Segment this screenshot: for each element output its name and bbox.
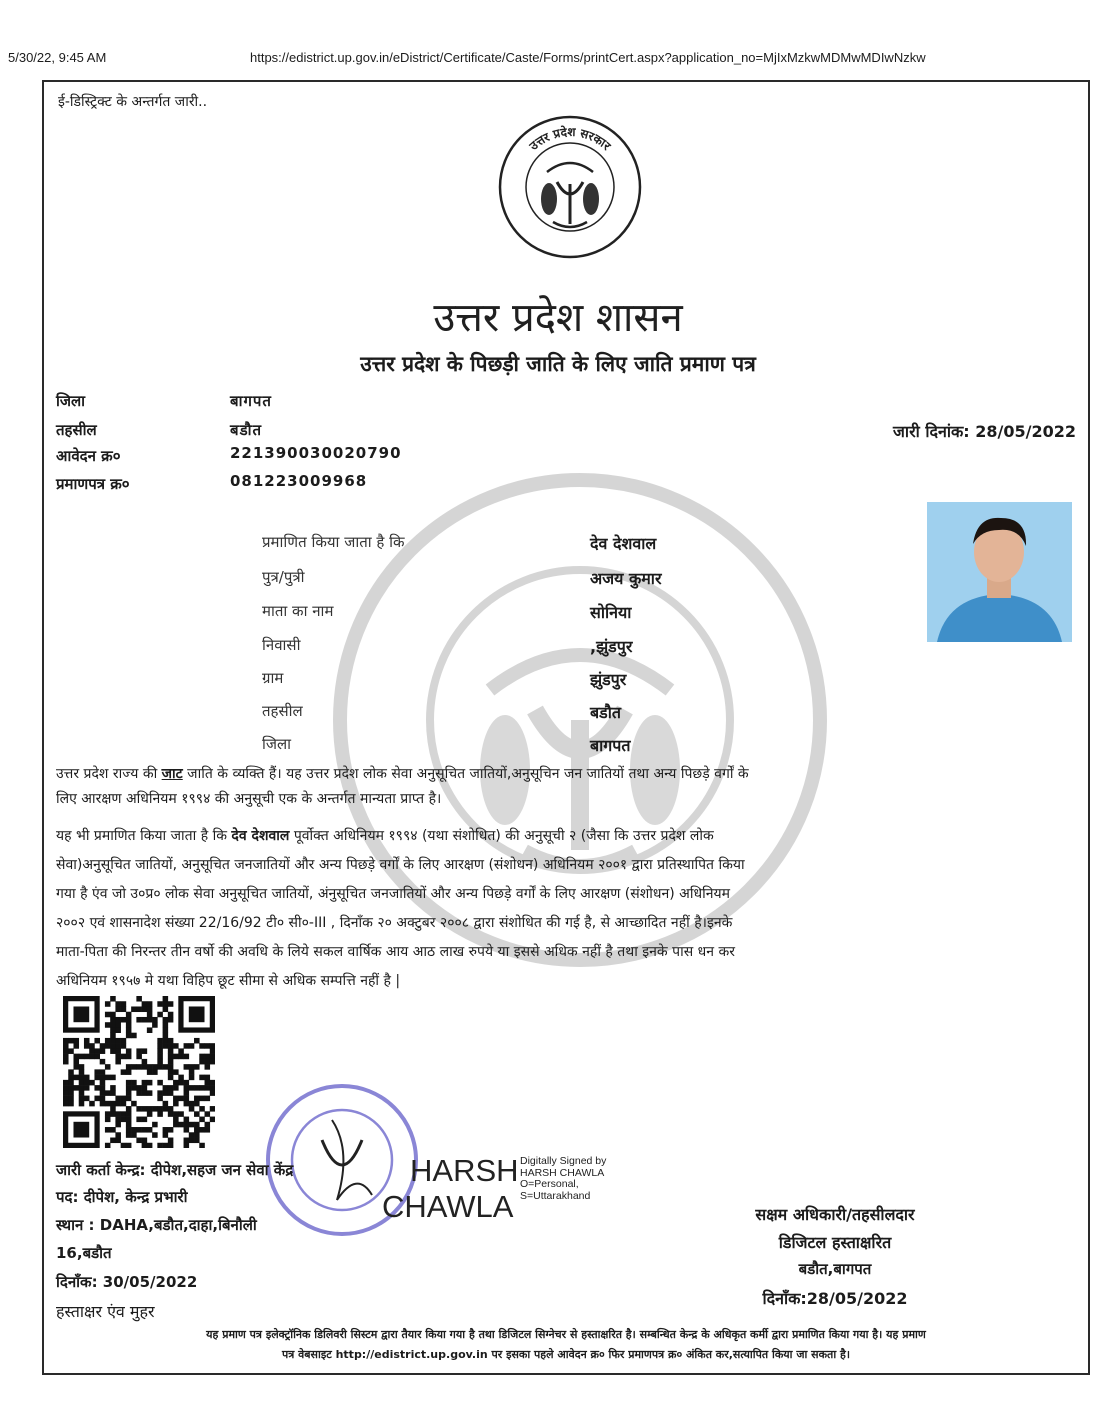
- field-value-village: झुंडपुर: [590, 670, 627, 689]
- field-label-village: ग्राम: [262, 669, 284, 687]
- footer-note: [50, 1325, 1082, 1365]
- issuer-post: पद: दीपेश, केन्द्र प्रभारी: [56, 1188, 188, 1206]
- field-label-mother: माता का नाम: [262, 602, 334, 620]
- person-photo-icon: [927, 502, 1072, 642]
- district-label: जिला: [56, 392, 86, 410]
- issuer-place: स्थान : DAHA,बडौत,दाहा,बिनौली: [56, 1216, 257, 1234]
- para2-name: देव देशवाल: [231, 828, 290, 844]
- emblem-text: उत्तर प्रदेश सरकार: [526, 124, 614, 154]
- sig-line3: O=Personal,: [520, 1178, 579, 1190]
- field-label-parent: पुत्र/पुत्री: [262, 568, 305, 586]
- certificate-number: 081223009968: [230, 472, 368, 490]
- field-label-resident: निवासी: [262, 636, 301, 654]
- sig-line1: Digitally Signed by: [520, 1155, 607, 1167]
- page-url[interactable]: https://edistrict.up.gov.in/eDistrict/Certificate/Caste/Forms/printCert.aspx?application_no=MjIxMzkwMDMwMDIwNzkw: [250, 50, 926, 65]
- field-label-tehsil: तहसील: [262, 702, 303, 720]
- signer-last-name: CHAWLA: [382, 1189, 514, 1224]
- issuer-date: दिनाँक: 30/05/2022: [56, 1273, 198, 1291]
- para1-prefix: उत्तर प्रदेश राज्य की: [56, 766, 162, 782]
- field-value-resident: ,झुंडपुर: [590, 637, 633, 656]
- income-paragraph: [56, 822, 1076, 996]
- up-emblem-icon: [497, 114, 643, 260]
- field-value-tehsil: बडौत: [590, 703, 621, 722]
- authority-date: दिनाँक:28/05/2022: [762, 1289, 908, 1308]
- certificate-title: उत्तर प्रदेश के पिछड़ी जाति के लिए जाति प्रमाण पत्र: [360, 352, 756, 376]
- para2-line5: माता-पिता की निरन्तर तीन वर्षो की अवधि के लिये सकल वार्षिक आय आठ लाख रुपये या इससे अधिक नहीं है तथा इनके पास धन कर: [56, 944, 735, 960]
- application-number: 221390030020790: [230, 444, 402, 462]
- field-value-mother: सोनिया: [590, 603, 632, 622]
- tehsil-label: तहसील: [56, 421, 97, 439]
- sig-line4: S=Uttarakhand: [520, 1189, 591, 1202]
- para2-line6: अधिनियम १९५७ मे यथा विहिप छूट सीमा से अधिक सम्पत्ति नहीं है |: [56, 973, 401, 989]
- digital-signature-details: [520, 1156, 606, 1202]
- para1-line1: जाति के व्यक्ति हैं। यह उत्तर प्रदेश लोक सेवा अनुसूचित जातियों,अनुसूचिन जन जातियों तथा अन्य पिछड़े वर्गों के: [182, 766, 749, 782]
- authority-title: सक्षम अधिकारी/तहसीलदार: [755, 1205, 915, 1224]
- district-value: बागपत: [230, 392, 272, 410]
- svg-text:उत्तर प्रदेश सरकार: [526, 125, 614, 154]
- para1-line2: लिए आरक्षण अधिनियम १९९४ की अनुसूची एक के अन्तर्गत मान्यता प्राप्त है।: [56, 791, 442, 807]
- caste-paragraph: [56, 762, 1076, 812]
- application-label: आवेदन क्र०: [56, 447, 121, 465]
- signature-seal-label: हस्ताक्षर एंव मुहर: [56, 1302, 155, 1321]
- field-label-district: जिला: [262, 735, 292, 753]
- issue-date-label: जारी दिनांक:: [893, 422, 970, 441]
- tehsil-value: बडौत: [230, 421, 263, 439]
- print-datetime: 5/30/22, 9:45 AM: [8, 50, 107, 65]
- signer-first-name: HARSH: [410, 1153, 519, 1188]
- para2-line1: पूर्वोक्त अधिनियम १९९४ (यथा संशोधित) की अनुसूची २ (जैसा कि उत्तर प्रदेश लोक: [289, 828, 714, 844]
- para2-prefix: यह भी प्रमाणित किया जाता है कि: [56, 828, 232, 844]
- field-label-certified: प्रमाणित किया जाता है कि: [262, 533, 405, 551]
- government-title: उत्तर प्रदेश शासन: [433, 295, 683, 341]
- issue-date-value: 28/05/2022: [975, 422, 1076, 441]
- authority-place: बडौत,बागपत: [798, 1260, 872, 1278]
- issue-date: [893, 420, 1076, 442]
- caste-name: जाट: [161, 766, 183, 782]
- footer-line1: यह प्रमाण पत्र इलेक्ट्रॉनिक डिलिवरी सिस्टम द्वारा तैयार किया गया है तथा डिजिटल सिग्नेचर से हस्ताक्षरित है। सम्बन्धित केन्द्र के अधिकृत कर्मी द्वारा प्रमाणित किया गया है। यह प्रमाण: [206, 1328, 926, 1341]
- issued-under-text: ई-डिस्ट्रिक्ट के अन्तर्गत जारी..: [58, 94, 208, 110]
- issuer-place-line2: 16,बडौत: [56, 1244, 112, 1262]
- para2-line4: २००२ एवं शासनादेश संख्या 22/16/92 टी० सी०-III , दिनाँक २० अक्टुबर २००८ द्वारा संशोधित की गई है, से आच्छादित नहीं है।इनके: [56, 915, 733, 931]
- field-value-parent: अजय कुमार: [590, 569, 662, 588]
- applicant-photo: [927, 502, 1072, 642]
- field-value-name: देव देशवाल: [590, 534, 657, 553]
- para2-line2: सेवा)अनुसूचित जातियों, अनुसूचित जनजातियों और अन्य पिछड़े वर्गों के लिए आरक्षण (संशोधन) अधिनियम २००१ द्वारा प्रतिस्थापित किया: [56, 857, 745, 873]
- sig-line2: HARSH CHAWLA: [520, 1166, 605, 1179]
- field-value-district: बागपत: [590, 736, 631, 755]
- qr-code-icon[interactable]: [63, 996, 215, 1148]
- authority-signed: डिजिटल हस्ताक्षरित: [778, 1233, 892, 1252]
- para2-line3: गया है एंव जो उ०प्र० लोक सेवा अनुसूचित जातियों, अंनुसूचित जनजातियों और अन्य पिछड़े वर्गों के लिए आरक्षण (संशोधन) अधिनियम: [56, 886, 730, 902]
- footer-line2: पत्र वेबसाइट http://edistrict.up.gov.in पर इसका पहले आवेदन क्र० फिर प्रमाणपत्र क्र० अंकित कर,सत्यापित किया जा सकता है।: [281, 1348, 851, 1361]
- certificate-label: प्रमाणपत्र क्र०: [56, 475, 130, 493]
- issuer-center: जारी कर्ता केन्द्र: दीपेश,सहज जन सेवा केंद्र: [56, 1161, 294, 1179]
